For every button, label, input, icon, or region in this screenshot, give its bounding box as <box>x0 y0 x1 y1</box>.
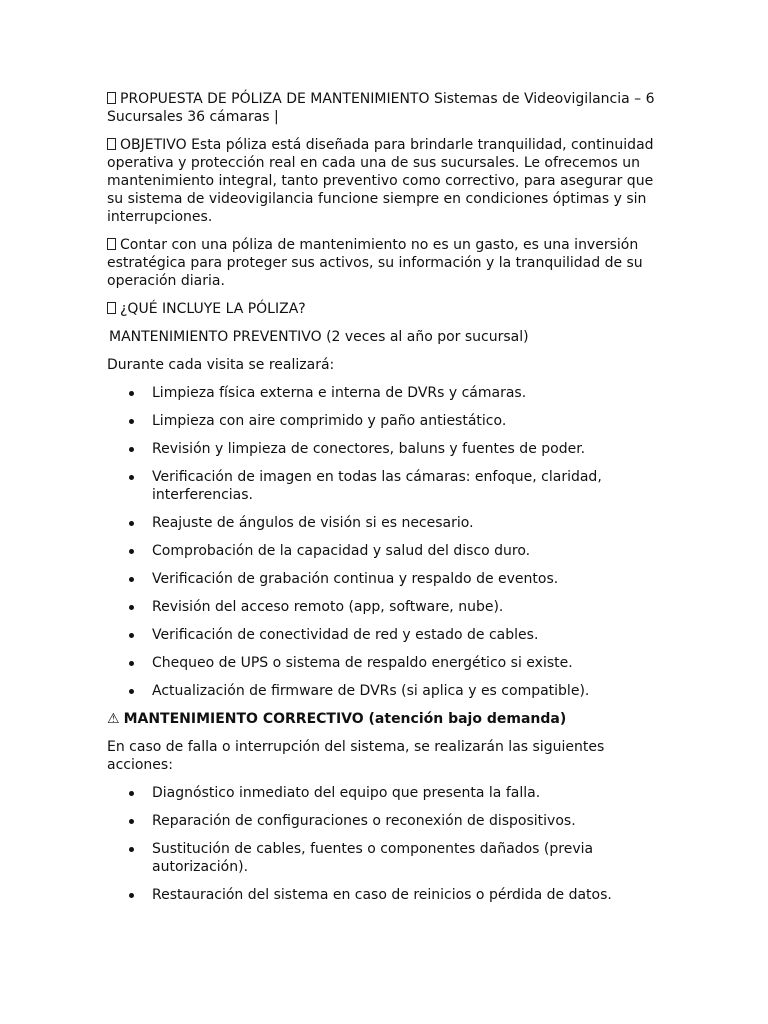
list-item: Verificación de imagen en todas las cámaras: enfoque, claridad, interferencias. <box>107 468 655 504</box>
list-item: Actualización de firmware de DVRs (si aplica y es compatible). <box>107 682 655 700</box>
investment-paragraph <box>107 236 655 290</box>
preventive-heading <box>107 328 655 346</box>
document-page <box>107 90 655 914</box>
corrective-heading <box>107 710 655 728</box>
objective-paragraph <box>107 136 655 226</box>
missing-glyph-icon <box>107 138 116 150</box>
missing-glyph-icon <box>107 302 116 314</box>
list-item: Verificación de grabación continua y respaldo de eventos. <box>107 570 655 588</box>
list-item: Restauración del sistema en caso de reinicios o pérdida de datos. <box>107 886 655 904</box>
corrective-intro: En caso de falla o interrupción del sistema, se realizarán las siguientes acciones: <box>107 739 605 773</box>
missing-glyph-icon <box>107 92 116 104</box>
warning-icon: ⚠ <box>107 711 120 727</box>
list-item: Reajuste de ángulos de visión si es necesario. <box>107 514 655 532</box>
list-item: Reparación de configuraciones o reconexión de dispositivos. <box>107 812 655 830</box>
preventive-heading-text: MANTENIMIENTO PREVENTIVO (2 veces al año por sucursal) <box>109 329 529 345</box>
missing-glyph-icon <box>107 238 116 250</box>
list-item: Limpieza física externa e interna de DVRs y cámaras. <box>107 384 655 402</box>
preventive-list <box>107 384 655 700</box>
list-item: Chequeo de UPS o sistema de respaldo energético si existe. <box>107 654 655 672</box>
list-item: Revisión del acceso remoto (app, software, nube). <box>107 598 655 616</box>
list-item: Diagnóstico inmediato del equipo que presenta la falla. <box>107 784 655 802</box>
list-item: Limpieza con aire comprimido y paño antiestático. <box>107 412 655 430</box>
list-item: Verificación de conectividad de red y estado de cables. <box>107 626 655 644</box>
investment-text: Contar con una póliza de mantenimiento no es un gasto, es una inversión estratégica para proteger sus activos, su información y la tranquilidad de su operación diaria. <box>107 237 643 289</box>
corrective-list <box>107 784 655 904</box>
proposal-title <box>107 90 655 126</box>
list-item: Sustitución de cables, fuentes o componentes dañados (previa autorización). <box>107 840 655 876</box>
includes-heading-text: ¿QUÉ INCLUYE LA PÓLIZA? <box>120 301 306 317</box>
list-item: Revisión y limpieza de conectores, baluns y fuentes de poder. <box>107 440 655 458</box>
proposal-title-text: PROPUESTA DE PÓLIZA DE MANTENIMIENTO Sistemas de Videovigilancia – 6 Sucursales 36 cámaras | <box>107 91 655 125</box>
preventive-intro: Durante cada visita se realizará: <box>107 357 335 373</box>
objective-text: OBJETIVO Esta póliza está diseñada para brindarle tranquilidad, continuidad operativa y protección real en cada una de sus sucursales. Le ofrecemos un mantenimiento integral, tanto preventivo como correctivo, para asegurar que su sistema de videovigilancia funcione siempre en condiciones óptimas y sin interrupciones. <box>107 137 654 225</box>
includes-heading <box>107 300 655 318</box>
corrective-heading-text: MANTENIMIENTO CORRECTIVO (atención bajo demanda) <box>123 711 567 727</box>
list-item: Comprobación de la capacidad y salud del disco duro. <box>107 542 655 560</box>
